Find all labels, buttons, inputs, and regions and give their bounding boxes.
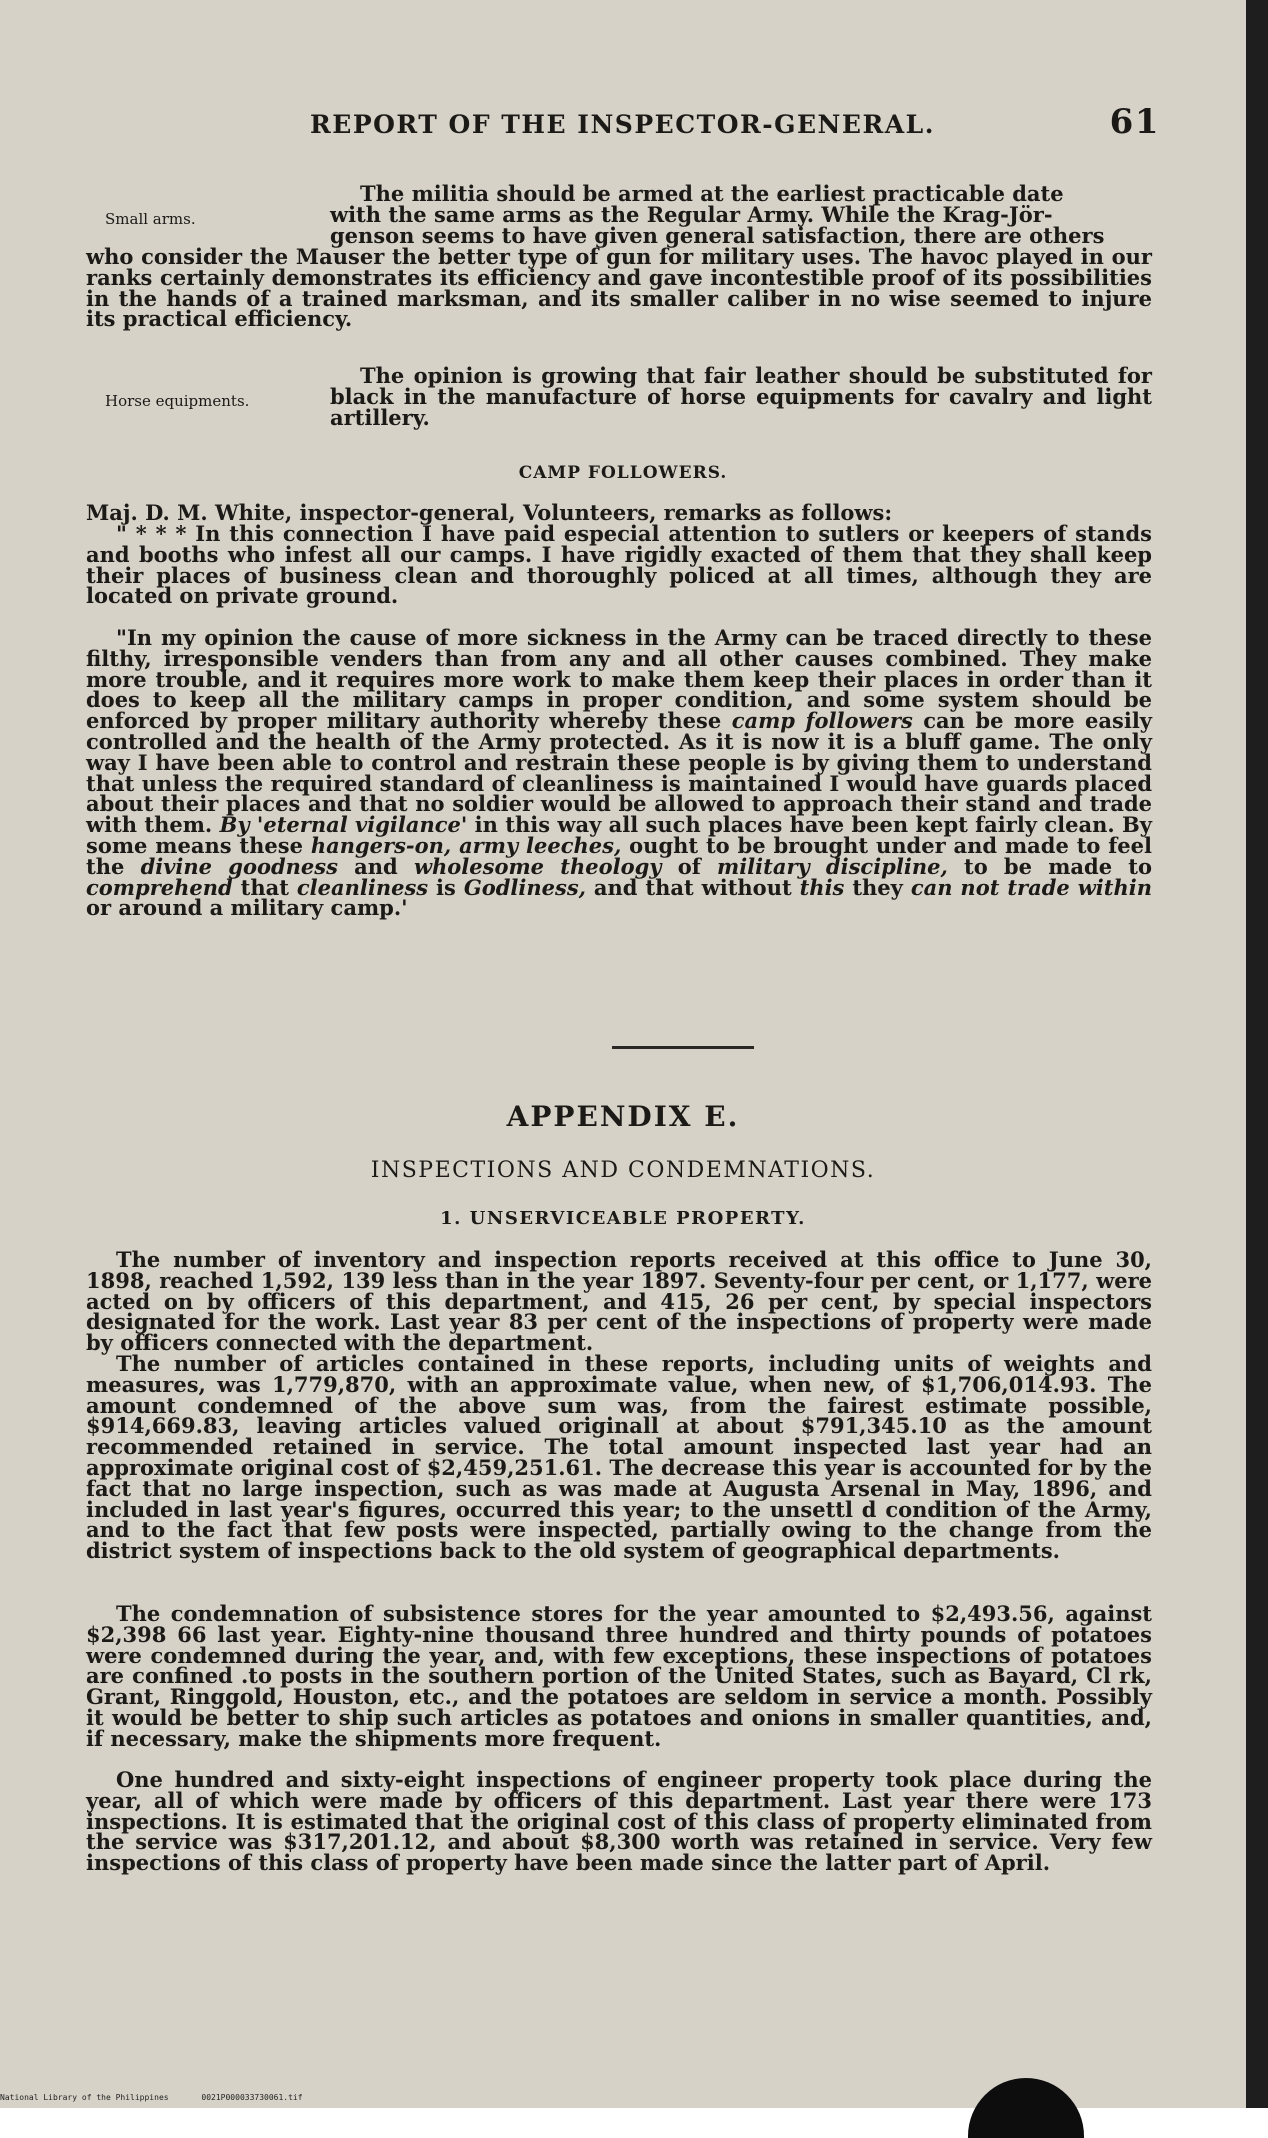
appendix-paragraph-3: The condemnation of subsistence stores for the year amounted to $2,493.56, against $2,398 66 last year. Eighty-nine thousand three hundred and thirty pounds of potatoes were condemned during the year, and, with few exceptions, these inspections of potatoes are confined .to posts in the southern portion of the United States, such as Bayard, Cl rk, Grant, Ringgold, Houston, etc., and the potatoes are seldom in service a month. Possibly it would be better to ship such articles as potatoes and onions in smaller quantities, and, if necessary, make the shipments more frequent. (86, 1601, 1152, 1751)
scan-artifact (968, 2078, 1084, 2138)
footer-file-code: 0021P000033730061.tif (201, 2093, 303, 2102)
italic-run: cleanliness (296, 874, 429, 900)
appendix-paragraph-1: The number of inventory and inspection reports received at this office to June 30, 1898, reached 1,592, 139 less than in the year 1897. Seventy-four per cent, or 1,177, were acted on by officers of this department, and 415, 26 per cent, by special inspectors designated for the work. Last year 83 per cent of the inspections of property were made by officers connected with the department. (86, 1247, 1152, 1356)
text-run: to be made to (947, 853, 1153, 879)
margin-note-horse-equipments: Horse equipments. (105, 392, 250, 410)
scan-footer (0, 2093, 303, 2102)
text-run: and that without (585, 874, 800, 900)
small-arms-line-2: with the same arms as the Regular Army. While the Krag-Jör- (330, 202, 1053, 227)
italic-run: this (799, 874, 845, 900)
appendix-paragraph-4: One hundred and sixty-eight inspections of engineer property took place during the year, all of which were made by officers of this department. Last year there were 173 inspections. It is estimated that the original cost of this class of property eliminated from the service was $317,201.12, and about $8,300 worth was retained in service. Very few inspections of this class of property have been made since the latter part of April. (86, 1767, 1152, 1876)
italic-run: divine goodness (140, 853, 338, 879)
small-arms-line-1: The militia should be armed at the earliest practicable date (360, 181, 1064, 206)
small-arms-line-3: genson seems to have given general satisfaction, there are others (330, 223, 1105, 248)
text-run: that (232, 874, 297, 900)
text-run: or around a military camp.' (86, 895, 408, 921)
italic-run: comprehend (86, 874, 233, 900)
header-title: REPORT OF THE INSPECTOR-GENERAL. (310, 110, 935, 139)
text-run: ought to be brought under and made to feel the (86, 832, 1153, 879)
section-divider (612, 1046, 754, 1049)
footer-library: National Library of the Philippines (0, 2093, 169, 2102)
text-run: "In my opinion the cause of more sickness in the Army can be traced directly to these filthy, irresponsible venders than from any and all other causes combined. They make more trouble, and it requires more work to make them keep their places in order than it does to keep all the military camps in proper condition, and some system should be enforced by proper military authority whereby these (86, 625, 1152, 734)
section-heading: 1. UNSERVICEABLE PROPERTY. (440, 1208, 806, 1229)
margin-note-small-arms: Small arms. (105, 210, 196, 228)
italic-run: By 'eternal vigilance' (219, 812, 468, 838)
camp-followers-intro: Maj. D. M. White, inspector-general, Volunteers, remarks as follows: (86, 500, 893, 525)
appendix-paragraph-2: The number of articles contained in these reports, including units of weights and measures, was 1,779,870, with an approximate value, when new, of $1,706,014.93. The amount condemned of the above sum was, from the fairest estimate possible, $914,669.83, leaving articles valued originall at about $791,345.10 as the amount recommended retained in service. The total amount inspected last year had an approximate original cost of $2,459,251.61. The decrease this year is accounted for by the fact that no large inspection, such as was made at Augusta Arsenal in May, 1896, and included in last year's figures, occurred this year; to the unsettl d condition of the Army, and to the fact that few posts were inspected, partially owing to the change from the district system of inspections back to the old system of geographical departments. (86, 1351, 1152, 1564)
horse-equipments-paragraph: The opinion is growing that fair leather should be substituted for black in the manufacture of horse equipments for cavalry and light artillery. (330, 363, 1152, 430)
text-run: they (844, 874, 911, 900)
appendix-title: APPENDIX E. (506, 1100, 740, 1133)
running-header (310, 102, 1160, 142)
italic-run: Godliness, (463, 874, 586, 900)
italic-run: military discipline, (716, 853, 948, 879)
text-run: can be more easily controlled and the health of the Army protected. As it is now it is a bluff game. The only way I have been able to control and restrain these people is by giving them to understand that unless the required standard of cleanliness is maintained I would have guards placed about their places and that no soldier would be allowed to approach their stand and trade with them. (86, 708, 1152, 838)
text-run: of (661, 853, 717, 879)
camp-followers-heading: CAMP FOLLOWERS. (518, 463, 728, 483)
italic-run: camp followers (731, 708, 913, 734)
appendix-subtitle: INSPECTIONS AND CONDEMNATIONS. (370, 1158, 876, 1183)
small-arms-paragraph: who consider the Mauser the better type of gun for military uses. The havoc played in our ranks certainly demonstrates its efficiency and gave incontestible proof of its possibilities in the hands of a trained marksman, and its smaller caliber in no wise seemed to injure its practical efficiency. (86, 244, 1152, 332)
page-number: 61 (1109, 102, 1160, 142)
camp-followers-paragraph-1: " * * * In this connection I have paid especial attention to sutlers or keepers of stands and booths who infest all our camps. I have rigidly exacted of them that they shall keep their places of business clean and thoroughly policed at all times, although they are located on private ground. (86, 521, 1152, 609)
italic-run: wholesome theology (413, 853, 662, 879)
italic-run: hangers-on, army leeches, (310, 832, 622, 858)
text-run: is (428, 874, 464, 900)
camp-followers-paragraph-2 (86, 625, 1153, 921)
italic-run: can not trade within (910, 874, 1152, 900)
text-run: in this way all such places have been kept fairly clean. By some means these (86, 812, 1152, 858)
text-run: and (337, 853, 414, 879)
